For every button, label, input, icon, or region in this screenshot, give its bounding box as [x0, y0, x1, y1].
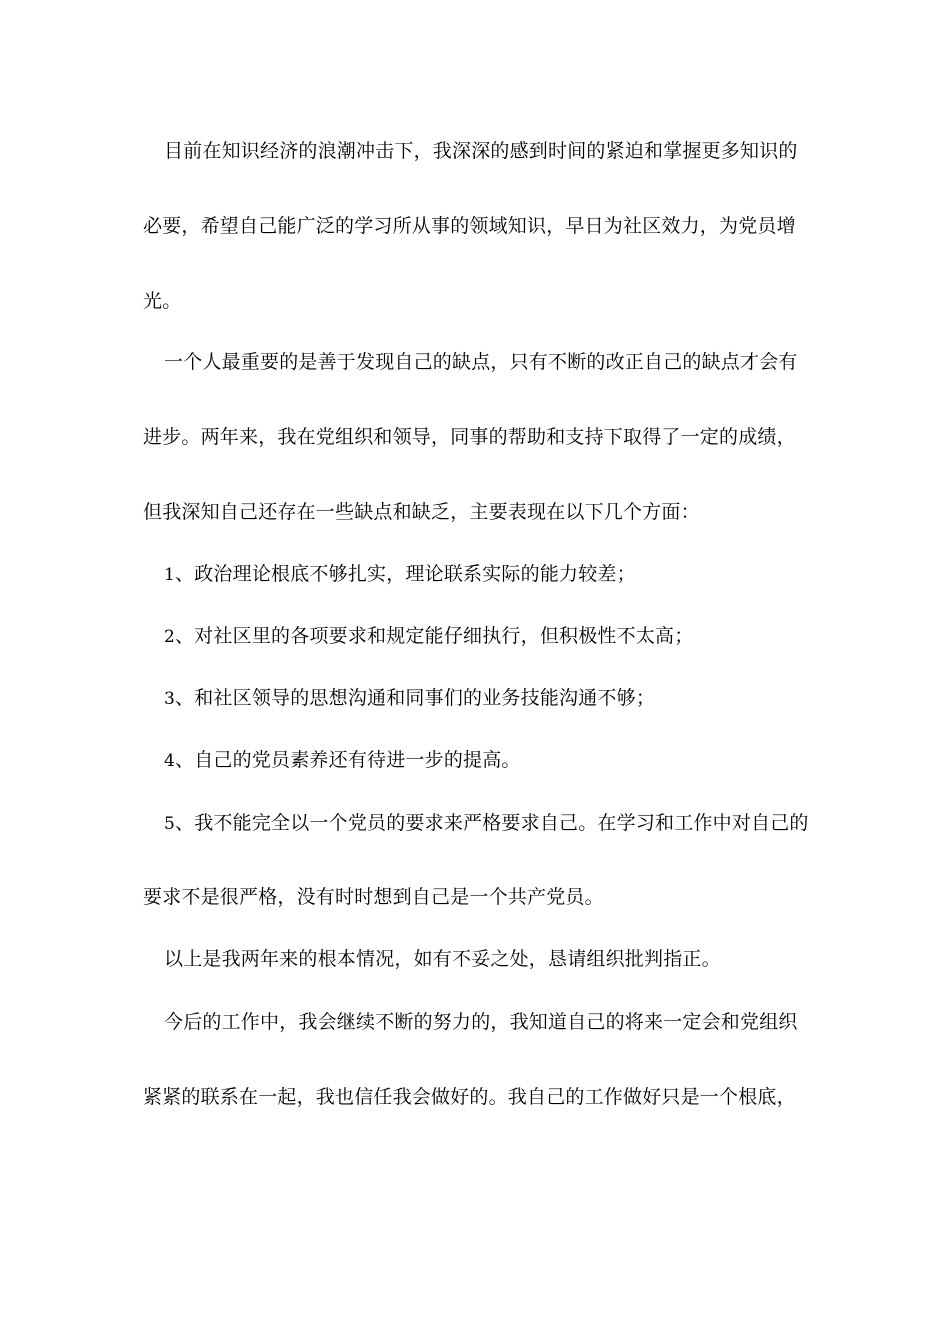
list-item-5-text: 、我不能完全以一个党员的要求来严格要求自己。在学习和工作中对自己的 [175, 812, 809, 834]
list-item-1-text: 、政治理论根底不够扎实，理论联系实际的能力较差； [175, 563, 636, 585]
list-item-4-text: 、自己的党员素养还有待进一步的提高。 [175, 749, 521, 771]
list-item-1-number: 1 [164, 565, 176, 585]
paragraph-2-line-2: 进步。两年来，我在党组织和领导，同事的帮助和支持下取得了一定的成绩， [143, 426, 796, 448]
list-item-3-number: 3 [164, 689, 176, 709]
list-item-1 [164, 562, 636, 587]
list-item-4 [164, 748, 521, 773]
list-item-3 [164, 686, 655, 711]
paragraph-1-line-3: 光。 [143, 290, 182, 312]
list-item-2-text: 、对社区里的各项要求和规定能仔细执行，但积极性不太高； [175, 625, 694, 647]
list-item-5 [164, 811, 809, 836]
list-item-5-continuation: 要求不是很严格，没有时时想到自己是一个共产党员。 [143, 886, 604, 908]
list-item-2-number: 2 [164, 627, 176, 647]
list-item-3-text: 、和社区领导的思想沟通和同事们的业务技能沟通不够； [175, 687, 656, 709]
list-item-4-number: 4 [164, 751, 176, 771]
paragraph-1-line-1: 目前在知识经济的浪潮冲击下，我深深的感到时间的紧迫和掌握更多知识的 [164, 140, 798, 162]
list-item-2 [164, 624, 693, 649]
closing-paragraph-1: 以上是我两年来的根本情况，如有不妥之处，恳请组织批判指正。 [164, 948, 721, 970]
closing-paragraph-2-line-2: 紧紧的联系在一起，我也信任我会做好的。我自己的工作做好只是一个根底， [143, 1086, 796, 1108]
paragraph-2-line-3: 但我深知自己还存在一些缺点和缺乏，主要表现在以下几个方面： [143, 501, 700, 523]
paragraph-1-line-2: 必要，希望自己能广泛的学习所从事的领域知识，早日为社区效力，为党员增 [143, 215, 796, 237]
list-item-5-number: 5 [164, 814, 176, 834]
closing-paragraph-2-line-1: 今后的工作中，我会继续不断的努力的，我知道自己的将来一定会和党组织 [164, 1011, 798, 1033]
paragraph-2-line-1: 一个人最重要的是善于发现自己的缺点，只有不断的改正自己的缺点才会有 [164, 351, 798, 373]
